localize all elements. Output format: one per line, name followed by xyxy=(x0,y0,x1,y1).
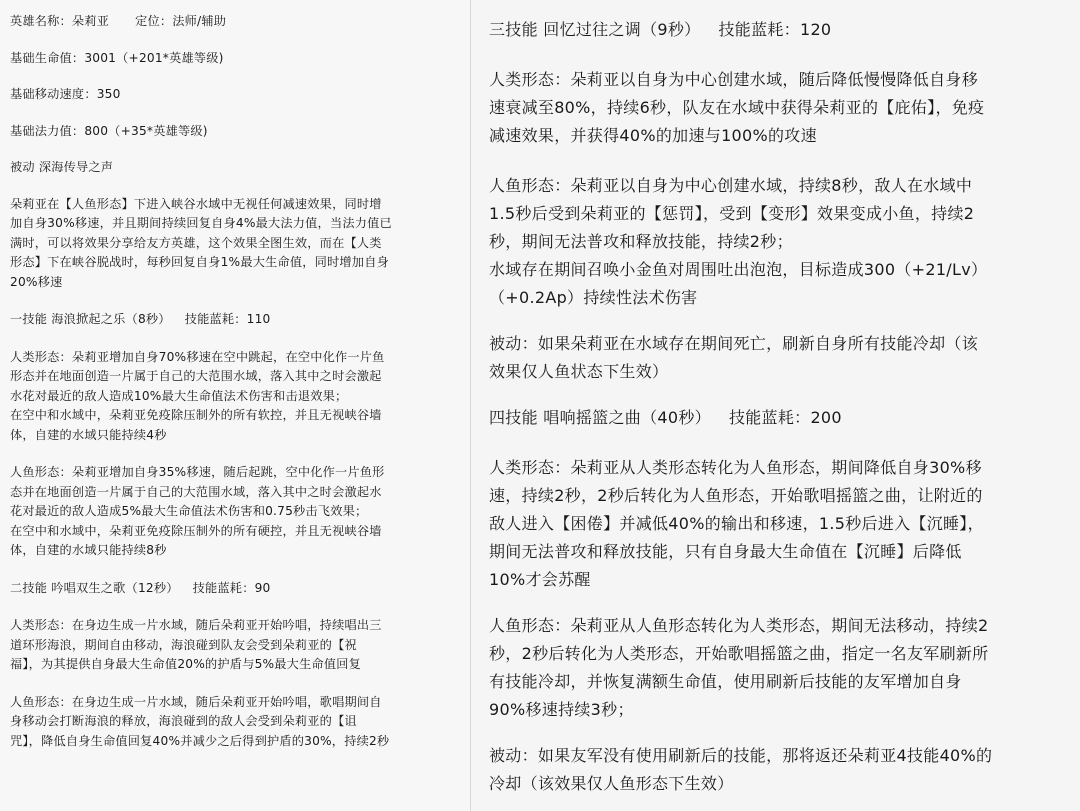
skill1-mermaid-desc xyxy=(10,463,460,561)
base-mana: 基础法力值：800（+35*英雄等级) xyxy=(10,123,208,138)
text-line: 被动：如果朵莉亚在水域存在期间死亡，刷新自身所有技能冷却（该 xyxy=(489,334,979,353)
text-line: 效果仅人鱼状态下生效） xyxy=(489,362,669,381)
text-line: 20%移速 xyxy=(10,274,63,289)
text-line: 敌人进入【困倦】并减低40%的输出和移速，1.5秒后进入【沉睡】， xyxy=(489,514,984,533)
text-line: 花对最近的敌人造成5%最大生命值法术伤害和0.75秒击飞效果； xyxy=(10,504,368,518)
text-line: 人类形态：朵莉亚从人类形态转化为人鱼形态，期间降低自身30%移 xyxy=(489,458,982,477)
right-panel xyxy=(470,0,1080,811)
skill1-human-desc xyxy=(10,348,460,446)
text-line: 秒，期间无法普攻和释放技能，持续2秒； xyxy=(489,232,793,251)
skill2-cost: 技能蓝耗：90 xyxy=(192,580,271,595)
text-line: 人鱼形态：朵莉亚从人鱼形态转化为人类形态，期间无法移动，持续2 xyxy=(489,616,989,635)
skill4-title xyxy=(489,404,1065,432)
skill2-human-desc xyxy=(10,616,460,675)
text-line: 人类形态：朵莉亚增加自身70%移速在空中跳起，在空中化作一片鱼 xyxy=(10,349,385,364)
hero-header xyxy=(10,12,460,32)
text-line: 水域存在期间召唤小金鱼对周围吐出泡泡，目标造成300（+21/Lv） xyxy=(489,260,988,279)
text-line: 加自身30%移速，并且期间持续回复自身4%最大法力值，当法力值已 xyxy=(10,216,392,230)
text-line: 人鱼形态：朵莉亚以自身为中心创建水域，持续8秒，敌人在水域中 xyxy=(489,176,973,195)
skill2-title xyxy=(10,579,460,599)
skill3-mermaid-desc xyxy=(489,172,1065,312)
text-line: 在空中和水域中，朵莉亚免疫除压制外的所有软控，并且无视峡谷墙 xyxy=(10,408,382,422)
skill4-mermaid-desc xyxy=(489,612,1065,724)
text-line: 形态并在地面创造一片属于自己的大范围水域，落入其中之时会激起 xyxy=(10,369,382,383)
hero-position: 定位：法师/辅助 xyxy=(135,14,227,28)
text-line: 身移动会打断海浪的释放，海浪碰到的敌人会受到朵莉亚的【诅 xyxy=(10,714,357,728)
text-line: （+0.2Ap）持续性法术伤害 xyxy=(489,288,698,307)
passive-desc xyxy=(10,195,460,293)
text-line: 冷却（该效果仅人鱼形态下生效） xyxy=(489,774,734,793)
text-line: 秒，2秒后转化为人类形态，开始歌唱摇篮之曲，指定一名友军刷新所 xyxy=(489,644,989,663)
text-line: 有技能冷却，并恢复满额生命值，使用刷新后技能的友军增加自身 xyxy=(489,672,962,691)
text-line: 速衰减至80%，持续6秒，队友在水域中获得朵莉亚的【庇佑】，免疫 xyxy=(489,98,985,117)
text-line: 水花对最近的敌人造成10%最大生命值法术伤害和击退效果； xyxy=(10,388,348,403)
skill2-mermaid-desc xyxy=(10,693,460,752)
skill1-cost: 技能蓝耗：110 xyxy=(184,312,271,326)
text-line: 道环形海浪，期间自由移动，海浪碰到队友会受到朵莉亚的【祝 xyxy=(10,637,357,652)
skill3-passive-desc xyxy=(489,330,1065,386)
text-line: 咒】，降低自身生命值回复40%并减少之后得到护盾的30%，持续2秒 xyxy=(10,733,390,748)
text-line: 人鱼形态：在身边生成一片水域，随后朵莉亚开始吟唱，歌唱期间自 xyxy=(10,694,382,709)
passive-title: 被动 深海传导之声 xyxy=(10,160,114,174)
skill1-name: 一技能 海浪掀起之乐（8秒） xyxy=(10,312,171,326)
skill4-passive-desc xyxy=(489,742,1065,798)
skill4-human-desc xyxy=(489,454,1065,594)
text-line: 人鱼形态：朵莉亚增加自身35%移速，随后起跳，空中化作一片鱼形 xyxy=(10,465,385,479)
hero-name: 英雄名称：朵莉亚 xyxy=(10,14,110,28)
skill4-name: 四技能 唱响摇篮之曲（40秒） xyxy=(489,408,711,427)
text-line: 10%才会苏醒 xyxy=(489,570,591,589)
text-line: 福】，为其提供自身最大生命值20%的护盾与5%最大生命值回复 xyxy=(10,657,362,671)
text-line: 90%移速持续3秒； xyxy=(489,700,634,719)
text-line: 态并在地面创造一片属于自己的大范围水域，落入其中之时会激起水 xyxy=(10,484,382,499)
text-line: 速，持续2秒，2秒后转化为人鱼形态，开始歌唱摇篮之曲，让附近的 xyxy=(489,486,983,505)
text-line: 减速效果，并获得40%的加速与100%的攻速 xyxy=(489,126,817,145)
skill4-cost: 技能蓝耗：200 xyxy=(728,408,842,427)
text-line: 被动：如果友军没有使用刷新后的技能，那将返还朵莉亚4技能40%的 xyxy=(489,746,993,765)
text-line: 体，自建的水域只能持续8秒 xyxy=(10,543,167,557)
text-line: 体，自建的水域只能持续4秒 xyxy=(10,427,167,442)
skill2-name: 二技能 吟唱双生之歌（12秒） xyxy=(10,580,179,595)
text-line: 人类形态：朵莉亚以自身为中心创建水域，随后降低慢慢降低自身移 xyxy=(489,70,979,89)
base-hp: 基础生命值：3001（+201*英雄等级) xyxy=(10,50,224,65)
skill3-cost: 技能蓝耗：120 xyxy=(718,20,832,39)
text-line: 人类形态：在身边生成一片水域，随后朵莉亚开始吟唱，持续唱出三 xyxy=(10,618,382,632)
text-line: 满时，可以将效果分享给友方英雄，这个效果全图生效，而在【人类 xyxy=(10,235,382,250)
text-line: 形态】下在峡谷脱战时，每秒回复自身1%最大生命值，同时增加自身 xyxy=(10,255,389,269)
skill3-name: 三技能 回忆过往之调（9秒） xyxy=(489,20,701,39)
skill3-human-desc xyxy=(489,66,1065,150)
base-move-speed: 基础移动速度：350 xyxy=(10,87,121,101)
skill3-title xyxy=(489,16,1065,44)
skill1-title xyxy=(10,310,460,330)
left-panel xyxy=(0,0,470,811)
text-line: 朵莉亚在【人鱼形态】下进入峡谷水域中无视任何减速效果，同时增 xyxy=(10,196,382,211)
text-line: 在空中和水域中，朵莉亚免疫除压制外的所有硬控，并且无视峡谷墙 xyxy=(10,523,382,538)
text-line: 期间无法普攻和释放技能，只有自身最大生命值在【沉睡】后降低 xyxy=(489,542,962,561)
text-line: 1.5秒后受到朵莉亚的【惩罚】，受到【变形】效果变成小鱼，持续2 xyxy=(489,204,975,223)
